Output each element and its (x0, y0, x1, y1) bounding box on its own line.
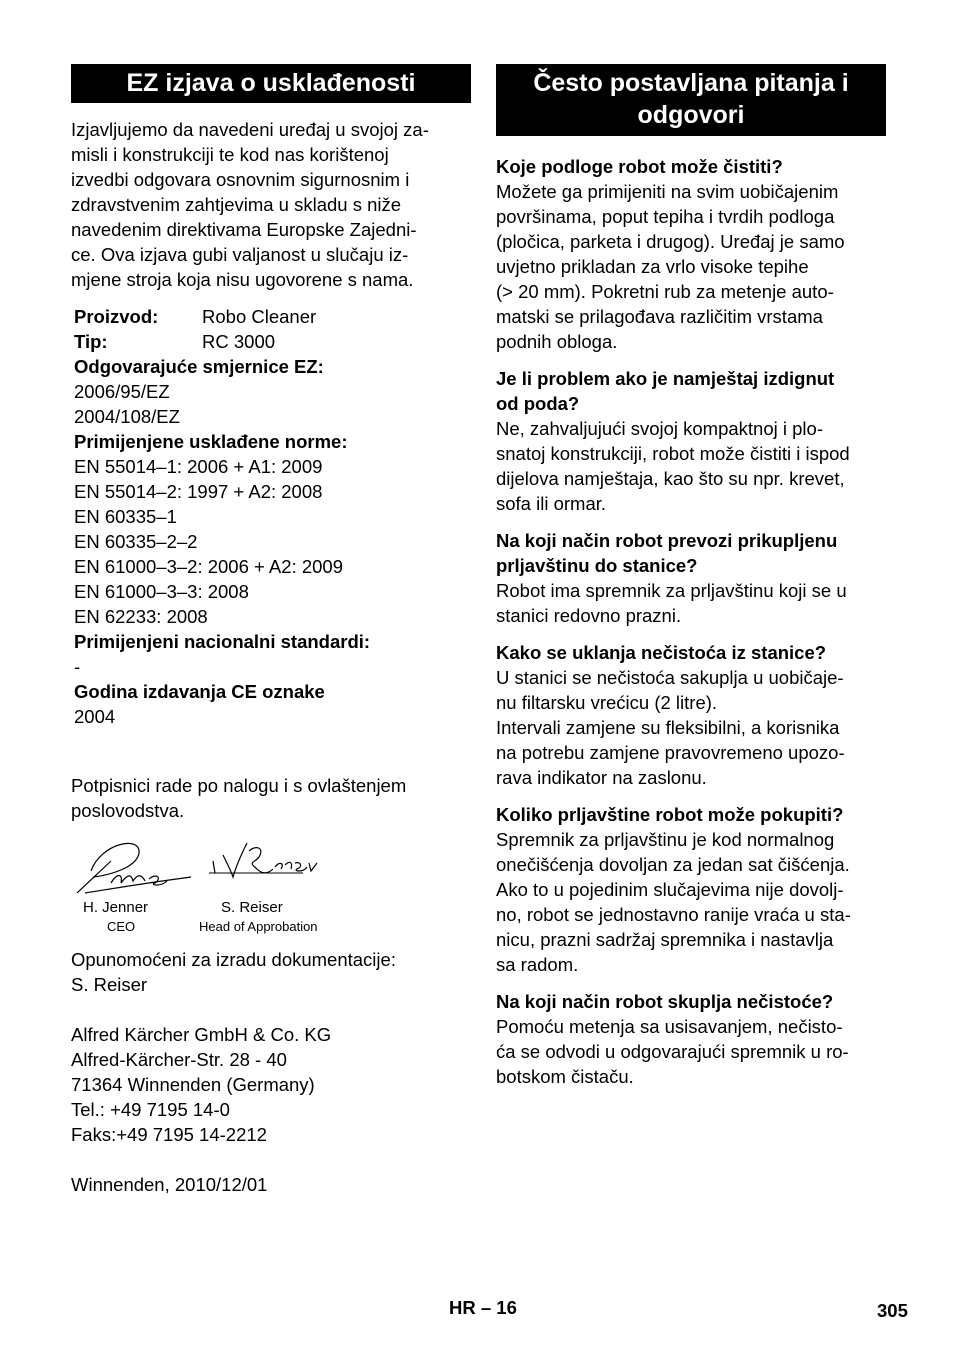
norm-item: EN 62233: 2008 (74, 606, 208, 627)
intro-line: Izjavljujemo da navedeni uređaj u svojoj za- (71, 119, 429, 140)
product-value: Robo Cleaner (202, 306, 317, 327)
intro-line: ce. Ova izjava gubi valjanost u slučaju iz- (71, 244, 409, 265)
doc-authorization (71, 947, 471, 997)
signatories-line: poslovodstva. (71, 800, 185, 821)
signatures (71, 833, 471, 933)
address-line: 71364 Winnenden (Germany) (71, 1074, 315, 1095)
left-column (71, 64, 471, 1197)
norms-label: Primijenjene usklađene norme: (74, 431, 348, 452)
declaration-intro (71, 117, 471, 292)
faq-answer-line: Ako to u pojedinim slučajevima nije dovolj- (496, 879, 844, 900)
signer2-title: Head of Approbation (199, 919, 318, 934)
right-column (496, 64, 886, 1089)
faq-answer-line: stanici redovno prazni. (496, 605, 682, 626)
faq-answer-line: površinama, poput tepiha i tvrdih podloga (496, 206, 835, 227)
faq-answer-line: nu filtarsku vrećicu (2 litre). (496, 692, 718, 713)
faq-heading-line: Često postavljana pitanja i (533, 69, 849, 97)
address-line: Alfred-Kärcher-Str. 28 - 40 (71, 1049, 287, 1070)
faq-item (496, 154, 886, 354)
page-section-number: HR – 16 (449, 1297, 517, 1318)
faq-question: od poda? (496, 393, 580, 414)
faq-answer-line: sa radom. (496, 954, 579, 975)
directive-item: 2004/108/EZ (74, 406, 180, 427)
company-address (71, 1022, 471, 1147)
signer1-title: CEO (107, 919, 136, 934)
intro-line: izvedbi odgovara osnovnim sigurnosnim i (71, 169, 410, 190)
type-label: Tip: (74, 331, 108, 352)
faq-answer-line: Pomoću metenja sa usisavanjem, nečisto- (496, 1016, 843, 1037)
faq-item (496, 366, 886, 516)
declaration-heading: EZ izjava o usklađenosti (71, 64, 471, 103)
faq-answer-line: Ne, zahvaljujući svojoj kompaktnoj i plo- (496, 418, 823, 439)
type-value: RC 3000 (202, 331, 276, 352)
faq-answer-line: podnih obloga. (496, 331, 618, 352)
faq-answer-line: uvjetno prikladan za vrlo visoke tepihe (496, 256, 809, 277)
address-line: Alfred Kärcher GmbH & Co. KG (71, 1024, 332, 1045)
signatories-text (71, 773, 471, 823)
ce-year-label: Godina izdavanja CE oznake (74, 681, 325, 702)
signer1-name: H. Jenner (83, 899, 149, 916)
faq-answer-line: onečišćenja dovoljan za jedan sat čišćenja. (496, 854, 850, 875)
faq-list (496, 154, 886, 1089)
product-row (74, 304, 471, 329)
product-label: Proizvod: (74, 306, 159, 327)
norm-item: EN 61000–3–2: 2006 + A2: 2009 (74, 556, 343, 577)
norm-item: EN 60335–2–2 (74, 531, 198, 552)
norm-item: EN 60335–1 (74, 506, 177, 527)
faq-question: Koje podloge robot može čistiti? (496, 156, 783, 177)
signature-images (71, 833, 331, 903)
faq-item (496, 989, 886, 1089)
faq-question: Na koji način robot prevozi prikupljenu (496, 530, 838, 551)
faq-answer-line: rava indikator na zaslonu. (496, 767, 707, 788)
faq-answer-line: matski se prilagođava različitim vrstama (496, 306, 823, 327)
faq-answer-line: Intervali zamjene su fleksibilni, a korisnika (496, 717, 840, 738)
spec-block (71, 304, 471, 729)
directives-label: Odgovarajuće smjernice EZ: (74, 356, 324, 377)
faq-answer-line: U stanici se nečistoća sakuplja u uobičaje- (496, 667, 844, 688)
norm-item: EN 55014–2: 1997 + A2: 2008 (74, 481, 323, 502)
intro-line: mjene stroja koja nisu ugovorene s nama. (71, 269, 414, 290)
faq-item (496, 528, 886, 628)
ce-year-value: 2004 (74, 706, 116, 727)
faq-answer-line: snatoj konstrukciji, robot može čistiti i ispod (496, 443, 850, 464)
faq-item (496, 640, 886, 790)
faq-answer-line: (pločica, parketa i drugog). Uređaj je samo (496, 231, 845, 252)
faq-answer-line: Spremnik za prljavštinu je kod normalnog (496, 829, 835, 850)
directive-item: 2006/95/EZ (74, 381, 170, 402)
address-line: Tel.: +49 7195 14-0 (71, 1099, 230, 1120)
faq-question: prljavštinu do stanice? (496, 555, 698, 576)
norm-item: EN 61000–3–3: 2008 (74, 581, 249, 602)
faq-heading-line: odgovori (637, 101, 745, 129)
faq-answer-line: no, robot se jednostavno ranije vraća u sta- (496, 904, 851, 925)
faq-question: Koliko prljavštine robot može pokupiti? (496, 804, 844, 825)
faq-answer-line: sofa ili ormar. (496, 493, 607, 514)
faq-question: Na koji način robot skuplja nečistoće? (496, 991, 834, 1012)
intro-line: zdravstvenim zahtjevima u skladu s niže (71, 194, 402, 215)
faq-question: Kako se uklanja nečistoća iz stanice? (496, 642, 827, 663)
national-label: Primijenjeni nacionalni standardi: (74, 631, 371, 652)
page-number: 305 (877, 1300, 908, 1321)
faq-answer-line: nicu, prazni sadržaj spremnika i nastavlja (496, 929, 834, 950)
doc-auth-line: S. Reiser (71, 974, 148, 995)
faq-heading (496, 64, 886, 136)
national-value: - (74, 656, 81, 677)
faq-answer-line: dijelova namještaja, kao što su npr. krevet, (496, 468, 845, 489)
intro-line: navedenim direktivama Europske Zajedni- (71, 219, 417, 240)
place-date: Winnenden, 2010/12/01 (71, 1174, 268, 1195)
signatories-line: Potpisnici rade po nalogu i s ovlaštenjem (71, 775, 407, 796)
faq-answer-line: ća se odvodi u odgovarajući spremnik u ro- (496, 1041, 849, 1062)
faq-answer-line: botskom čistaču. (496, 1066, 634, 1087)
faq-answer-line: na potrebu zamjene pravovremeno upozo- (496, 742, 845, 763)
faq-answer-line: Robot ima spremnik za prljavštinu koji se u (496, 580, 847, 601)
faq-answer-line: Možete ga primijeniti na svim uobičajenim (496, 181, 839, 202)
faq-question: Je li problem ako je namještaj izdignut (496, 368, 835, 389)
address-line: Faks:+49 7195 14-2212 (71, 1124, 267, 1145)
signer2-name: S. Reiser (221, 899, 283, 916)
type-row (74, 329, 471, 354)
faq-item (496, 802, 886, 977)
doc-auth-line: Opunomoćeni za izradu dokumentacije: (71, 949, 396, 970)
faq-answer-line: (> 20 mm). Pokretni rub za metenje auto- (496, 281, 834, 302)
norm-item: EN 55014–1: 2006 + A1: 2009 (74, 456, 323, 477)
intro-line: misli i konstrukciji te kod nas korištenoj (71, 144, 389, 165)
